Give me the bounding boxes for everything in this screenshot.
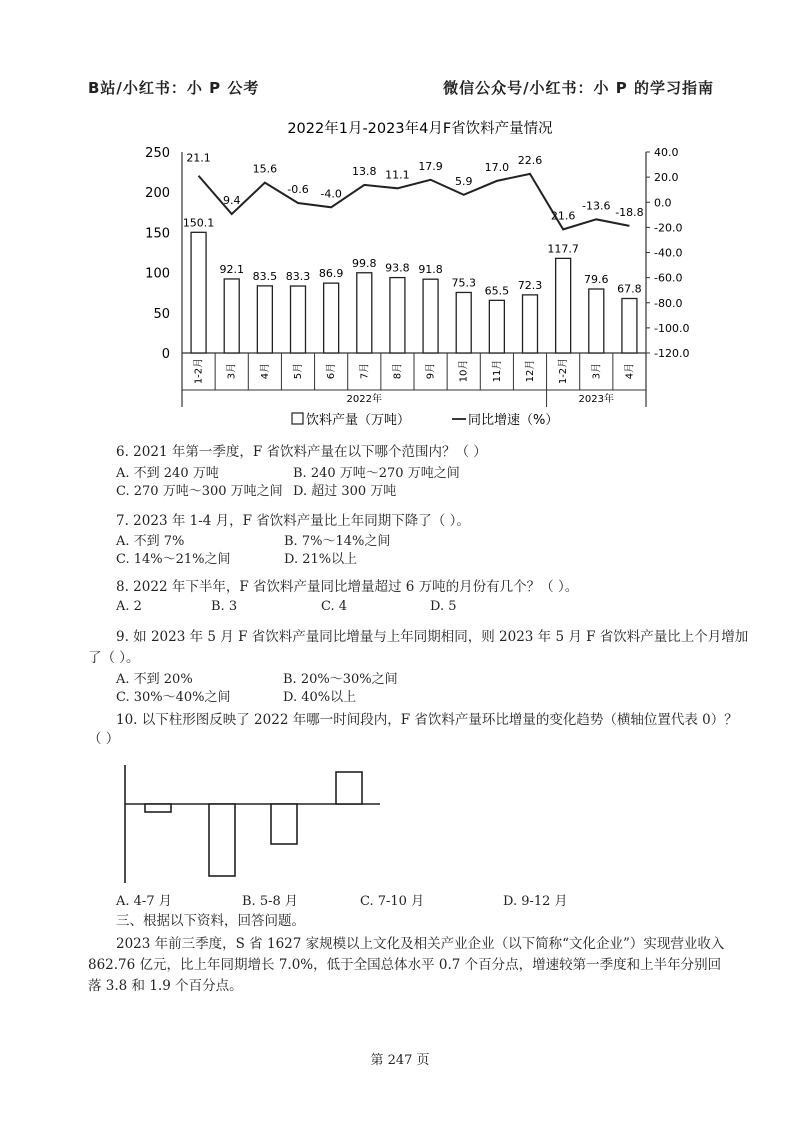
question-9-stem: 9. 如 2023 年 5 月 F 省饮料产量同比增量与上年同期相同，则 2023 年 5 月 F 省饮料产量比上个月增加	[116, 629, 749, 645]
right-tick-label: 0.0	[654, 196, 672, 210]
section-3-paragraph: 2023 年前三季度，S 省 1627 家规模以上文化及相关产业企业（以下简称“文化企业”）实现营业收入 862.76 亿元，比上年同期增长 7.0%，低于全国总体水平 0.7 个百分点，增速较第一季度和上半年分别回落 3.8 和 1.9 个百分点。	[88, 936, 725, 994]
production-value-label: 92.1	[219, 262, 244, 276]
left-tick-label: 200	[145, 186, 170, 202]
legend-bar-swatch	[292, 413, 303, 424]
year-group-label: 2022年	[346, 394, 383, 405]
mini-chart-bar	[145, 804, 171, 812]
growth-rate-label: 17.9	[418, 159, 443, 173]
category-label: 7月	[359, 362, 371, 380]
right-tick-label: -60.0	[654, 271, 683, 285]
header-left: B站/小红书：小 P 公考	[88, 79, 260, 97]
category-label: 4月	[624, 362, 636, 380]
left-tick-label: 50	[153, 306, 170, 322]
growth-rate-label: 13.8	[352, 164, 377, 178]
production-value-label: 67.8	[617, 282, 642, 296]
category-label: 3月	[591, 362, 603, 380]
question-10-stem-cont: （ ）	[88, 731, 120, 747]
legend-line-label: 同比增速（%）	[468, 413, 559, 428]
q8-option-d: D. 5	[430, 599, 457, 614]
q9-option-c: C. 30%～40%之间	[116, 690, 231, 705]
q10-option-b: B. 5-8 月	[242, 894, 298, 909]
right-tick-label: -100.0	[654, 321, 690, 335]
left-tick-label: 150	[145, 226, 170, 242]
growth-rate-label: 9.4	[222, 194, 241, 208]
year-group-label: 2023年	[578, 394, 615, 405]
production-bar	[257, 286, 272, 353]
production-value-label: 117.7	[547, 242, 579, 256]
production-bar	[523, 295, 538, 353]
production-bar	[224, 279, 239, 353]
question-6-stem: 6. 2021 年第一季度，F 省饮料产量在以下哪个范围内？（ ）	[116, 444, 487, 460]
section-3-heading: 三、根据以下资料，回答问题。	[116, 913, 305, 929]
production-value-label: 150.1	[182, 216, 215, 230]
growth-rate-label: 17.0	[484, 160, 510, 174]
category-label: 1-2月	[193, 357, 205, 385]
growth-rate-label: 5.9	[454, 174, 473, 188]
category-label: 5月	[293, 362, 304, 380]
growth-rate-label: 15.6	[252, 162, 278, 176]
production-value-label: 83.5	[252, 269, 278, 283]
q8-option-a: A. 2	[116, 599, 142, 614]
q9-option-a: A. 不到 20%	[116, 672, 193, 687]
left-tick-label: 100	[145, 266, 170, 282]
q6-option-c: C. 270 万吨～300 万吨之间	[116, 484, 283, 499]
production-value-label: 83.3	[285, 270, 311, 284]
q7-option-b: B. 7%～14%之间	[284, 534, 391, 549]
production-value-label: 72.3	[517, 278, 543, 292]
production-value-label: 79.6	[584, 273, 609, 287]
growth-rate-label: 21.6	[550, 209, 576, 223]
mini-chart-bar	[209, 804, 235, 876]
production-value-label: 86.9	[318, 267, 344, 281]
left-tick-label: 250	[145, 146, 170, 161]
category-label: 3月	[226, 362, 238, 380]
right-tick-label: -80.0	[654, 296, 683, 310]
production-value-label: 75.3	[451, 276, 476, 290]
growth-rate-label: -4.0	[320, 187, 342, 201]
q6-option-d: D. 超过 300 万吨	[293, 484, 397, 499]
mini-chart-bar	[336, 772, 362, 804]
production-chart	[0, 0, 800, 440]
q10-option-c: C. 7-10 月	[360, 894, 425, 909]
growth-rate-label: 21.1	[186, 151, 211, 165]
growth-rate-label: 11.1	[385, 168, 410, 182]
category-label: 9月	[425, 362, 437, 380]
production-bar	[291, 286, 306, 353]
q7-option-c: C. 14%～21%之间	[116, 552, 231, 567]
q6-option-b: B. 240 万吨～270 万吨之间	[293, 466, 460, 481]
question-7-stem: 7. 2023 年 1-4 月，F 省饮料产量比上年同期下降了（ ）。	[116, 513, 470, 529]
mini-bar-chart	[0, 755, 800, 895]
category-label: 12月	[525, 359, 536, 383]
category-label: 4月	[259, 362, 271, 380]
question-10-stem: 10. 以下柱形图反映了 2022 年哪一时间段内，F 省饮料产量环比增量的变化趋势（横轴位置代表 0）？	[116, 712, 738, 728]
legend-bar-label: 饮料产量（万吨）	[306, 413, 411, 428]
chart-title: 2022年1月-2023年4月F省饮料产量情况	[287, 121, 553, 137]
production-value-label: 65.5	[484, 284, 510, 298]
production-bar	[324, 283, 339, 353]
production-bar	[357, 273, 372, 353]
production-bar	[589, 289, 604, 353]
q10-option-a: A. 4-7 月	[116, 894, 172, 909]
page-number: 第 247 页	[370, 1053, 430, 1068]
production-bar	[456, 292, 471, 353]
header-right: 微信公众号/小红书：小 P 的学习指南	[443, 79, 714, 97]
production-bar	[423, 279, 438, 353]
production-value-label: 91.8	[418, 263, 443, 277]
q7-option-a: A. 不到 7%	[116, 534, 185, 549]
category-label: 6月	[326, 362, 338, 380]
question-9-stem-cont: 了（ ）。	[88, 650, 140, 666]
growth-rate-label: -0.6	[287, 183, 309, 197]
right-tick-label: 40.0	[654, 146, 679, 159]
category-label: 1-2月	[558, 357, 570, 385]
q6-option-a: A. 不到 240 万吨	[116, 466, 219, 481]
production-bar	[556, 258, 571, 353]
category-label: 10月	[458, 359, 470, 383]
production-bar	[622, 298, 637, 353]
q8-option-c: C. 4	[321, 599, 348, 614]
production-bar	[489, 300, 504, 353]
q9-option-b: B. 20%～30%之间	[283, 672, 398, 687]
right-tick-label: 20.0	[654, 171, 679, 185]
question-8-stem: 8. 2022 年下半年，F 省饮料产量同比增量超过 6 万吨的月份有几个？（ ）。	[116, 579, 579, 595]
category-label: 8月	[392, 362, 404, 380]
production-value-label: 93.8	[385, 261, 410, 275]
right-tick-label: -40.0	[654, 246, 683, 260]
growth-rate-label: -18.8	[615, 205, 644, 219]
production-bar	[191, 232, 206, 353]
production-value-label: 99.8	[352, 256, 377, 270]
growth-rate-label: -13.6	[582, 199, 611, 213]
mini-chart-bar	[271, 804, 297, 844]
right-tick-label: -20.0	[654, 221, 683, 235]
q8-option-b: B. 3	[211, 599, 238, 614]
category-label: 11月	[491, 359, 503, 383]
q9-option-d: D. 40%以上	[283, 690, 357, 705]
right-tick-label: -120.0	[654, 347, 690, 360]
q10-option-d: D. 9-12 月	[503, 894, 568, 909]
q7-option-d: D. 21%以上	[284, 552, 358, 567]
growth-rate-label: 22.6	[517, 153, 543, 167]
production-bar	[390, 278, 405, 353]
left-tick-label: 0	[161, 347, 170, 362]
